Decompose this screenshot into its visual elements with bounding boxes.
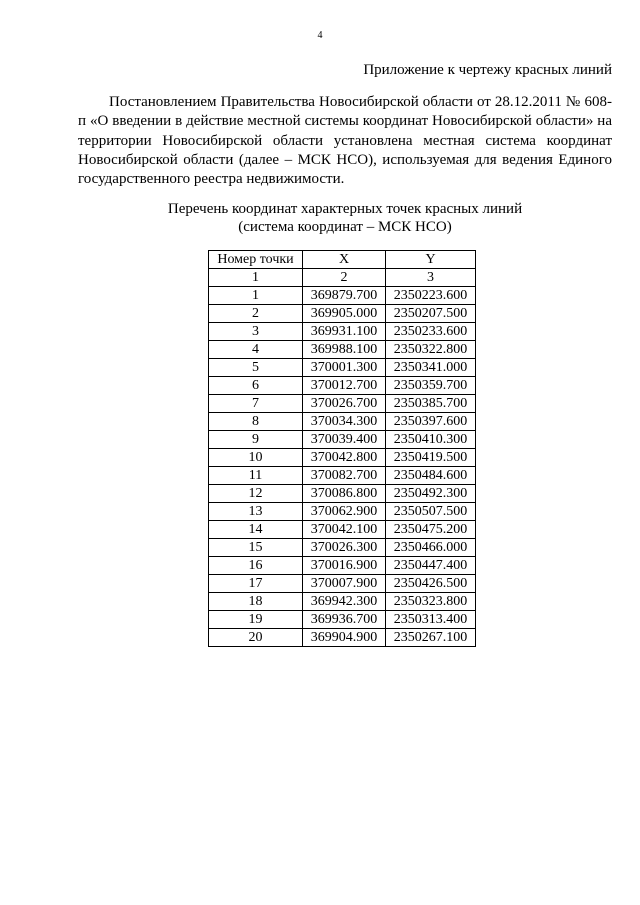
y-coordinate-cell: 2350507.500 [386,503,476,521]
y-coordinate-cell: 2350385.700 [386,395,476,413]
point-number-cell: 2 [209,305,303,323]
column-number-3: 3 [386,269,476,287]
y-coordinate-cell: 2350492.300 [386,485,476,503]
x-coordinate-cell: 370062.900 [303,503,386,521]
point-number-cell: 9 [209,431,303,449]
table-row [209,467,476,485]
list-title-line-1: Перечень координат характерных точек красных линий [167,201,523,217]
point-number-cell: 6 [209,377,303,395]
y-coordinate-cell: 2350323.800 [386,593,476,611]
column-number-2: 2 [303,269,386,287]
table-row [209,287,476,305]
table-row [209,593,476,611]
header-y: Y [386,251,476,269]
column-number-row [209,269,476,287]
point-number-cell: 17 [209,575,303,593]
x-coordinate-cell: 369988.100 [303,341,386,359]
header-point-number: Номер точки [209,251,303,269]
x-coordinate-cell: 369936.700 [303,611,386,629]
point-number-cell: 19 [209,611,303,629]
header-x: X [303,251,386,269]
point-number-cell: 7 [209,395,303,413]
y-coordinate-cell: 2350341.000 [386,359,476,377]
y-coordinate-cell: 2350475.200 [386,521,476,539]
x-coordinate-cell: 370012.700 [303,377,386,395]
x-coordinate-cell: 370034.300 [303,413,386,431]
table-row [209,323,476,341]
table-row [209,557,476,575]
point-number-cell: 1 [209,287,303,305]
table-row [209,359,476,377]
page-number: 4 [317,30,323,41]
x-coordinate-cell: 369905.000 [303,305,386,323]
point-number-cell: 12 [209,485,303,503]
x-coordinate-cell: 370082.700 [303,467,386,485]
y-coordinate-cell: 2350466.000 [386,539,476,557]
point-number-cell: 8 [209,413,303,431]
table-row [209,377,476,395]
x-coordinate-cell: 369942.300 [303,593,386,611]
table-body [209,287,476,647]
point-number-cell: 4 [209,341,303,359]
table-row [209,539,476,557]
point-number-cell: 14 [209,521,303,539]
y-coordinate-cell: 2350426.500 [386,575,476,593]
table-row [209,413,476,431]
column-number-1: 1 [209,269,303,287]
list-title-line-2: (система координат – МСК НСО) [238,219,452,235]
table-row [209,431,476,449]
point-number-cell: 15 [209,539,303,557]
y-coordinate-cell: 2350233.600 [386,323,476,341]
table-row [209,305,476,323]
table-row [209,449,476,467]
table-header-row [209,251,476,269]
table-row [209,629,476,647]
y-coordinate-cell: 2350313.400 [386,611,476,629]
x-coordinate-cell: 370039.400 [303,431,386,449]
y-coordinate-cell: 2350322.800 [386,341,476,359]
x-coordinate-cell: 369931.100 [303,323,386,341]
y-coordinate-cell: 2350419.500 [386,449,476,467]
y-coordinate-cell: 2350397.600 [386,413,476,431]
table-row [209,611,476,629]
table-row [209,503,476,521]
x-coordinate-cell: 370086.800 [303,485,386,503]
y-coordinate-cell: 2350447.400 [386,557,476,575]
y-coordinate-cell: 2350359.700 [386,377,476,395]
point-number-cell: 5 [209,359,303,377]
point-number-cell: 13 [209,503,303,521]
table-row [209,575,476,593]
x-coordinate-cell: 370026.300 [303,539,386,557]
table-row [209,521,476,539]
coordinates-list-title [0,200,640,236]
point-number-cell: 3 [209,323,303,341]
x-coordinate-cell: 369904.900 [303,629,386,647]
point-number-cell: 18 [209,593,303,611]
x-coordinate-cell: 370016.900 [303,557,386,575]
x-coordinate-cell: 370007.900 [303,575,386,593]
x-coordinate-cell: 370042.800 [303,449,386,467]
y-coordinate-cell: 2350484.600 [386,467,476,485]
x-coordinate-cell: 370001.300 [303,359,386,377]
table-row [209,341,476,359]
point-number-cell: 20 [209,629,303,647]
point-number-cell: 10 [209,449,303,467]
table-row [209,395,476,413]
table-row [209,485,476,503]
point-number-cell: 11 [209,467,303,485]
x-coordinate-cell: 369879.700 [303,287,386,305]
y-coordinate-cell: 2350223.600 [386,287,476,305]
point-number-cell: 16 [209,557,303,575]
y-coordinate-cell: 2350267.100 [386,629,476,647]
y-coordinate-cell: 2350410.300 [386,431,476,449]
coordinates-table [208,250,476,647]
x-coordinate-cell: 370042.100 [303,521,386,539]
appendix-title: Приложение к чертежу красных линий [363,62,612,78]
x-coordinate-cell: 370026.700 [303,395,386,413]
intro-paragraph: Постановлением Правительства Новосибирской области от 28.12.2011 № 608-п «О введении в действие местной системы координат Новосибирской области» на территории Новосибирской области установлена местная система координат Новосибирской области (далее – МСК НСО), используемая для ведения Единого государственного реестра недвижимости. [78,94,612,188]
y-coordinate-cell: 2350207.500 [386,305,476,323]
